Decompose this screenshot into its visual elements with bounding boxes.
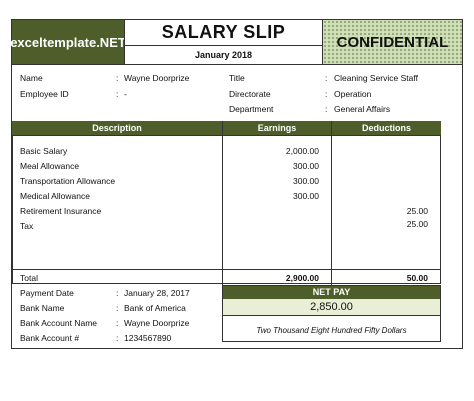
colon: : — [116, 303, 119, 313]
directorate-value: Operation — [334, 89, 372, 99]
colon: : — [116, 333, 119, 343]
description-header: Description — [12, 121, 222, 135]
employee-id-value: - — [124, 89, 127, 99]
total-deductions: 50.00 — [406, 273, 428, 283]
department-value: General Affairs — [334, 104, 391, 114]
payment-date-label: Payment Date — [20, 288, 74, 298]
colon: : — [116, 318, 119, 328]
colon: : — [325, 89, 328, 99]
net-pay-header: NET PAY — [222, 285, 441, 299]
confidential-badge: CONFIDENTIAL — [323, 20, 462, 64]
table-row-description: Meal Allowance — [20, 161, 80, 171]
name-value: Wayne Doorprize — [124, 73, 190, 83]
bank-account-name-label: Bank Account Name — [20, 318, 98, 328]
department-label: Department — [229, 104, 274, 114]
net-pay-in-words: Two Thousand Eight Hundred Fifty Dollars — [256, 325, 407, 335]
total-earnings: 2,900.00 — [285, 273, 319, 283]
header-divider — [11, 64, 463, 65]
directorate-label: Directorate — [229, 89, 271, 99]
colon: : — [325, 73, 328, 83]
deductions-header: Deductions — [331, 121, 441, 135]
total-divider — [12, 269, 441, 270]
bank-account-number-label: Bank Account # — [20, 333, 80, 343]
brand-logo: exceltemplate.NET — [12, 20, 124, 64]
bank-name-value: Bank of America — [124, 303, 186, 313]
table-row-earnings: 300.00 — [293, 191, 319, 201]
earnings-header: Earnings — [222, 121, 331, 135]
total-label: Total — [20, 273, 38, 283]
page-title: SALARY SLIP — [124, 20, 323, 45]
colon: : — [116, 73, 119, 83]
net-pay-value: 2,850.00 — [222, 299, 441, 316]
column-divider — [222, 135, 223, 285]
colon: : — [116, 89, 119, 99]
employee-id-label: Employee ID — [20, 89, 69, 99]
table-row-description: Retirement Insurance — [20, 206, 102, 216]
table-row-description: Tax — [20, 221, 34, 231]
title-label: Title — [229, 73, 245, 83]
bank-account-number-value: 1234567890 — [124, 333, 172, 343]
table-row-deductions: 25.00 — [406, 206, 428, 216]
pay-period: January 2018 — [124, 45, 323, 64]
colon: : — [116, 288, 119, 298]
net-pay-box — [222, 285, 441, 342]
table-row-earnings: 300.00 — [293, 161, 319, 171]
name-label: Name — [20, 73, 43, 83]
table-row-deductions: 25.00 — [406, 219, 428, 229]
colon: : — [325, 104, 328, 114]
table-row-description: Transportation Allowance — [20, 176, 116, 186]
table-row-earnings: 2,000.00 — [285, 146, 319, 156]
table-row-earnings: 300.00 — [293, 176, 319, 186]
title-value: Cleaning Service Staff — [334, 73, 418, 83]
table-row-description: Basic Salary — [20, 146, 68, 156]
bank-name-label: Bank Name — [20, 303, 65, 313]
bank-account-name-value: Wayne Doorprize — [124, 318, 190, 328]
table-row-description: Medical Allowance — [20, 191, 90, 201]
payment-date-value: January 28, 2017 — [124, 288, 190, 298]
